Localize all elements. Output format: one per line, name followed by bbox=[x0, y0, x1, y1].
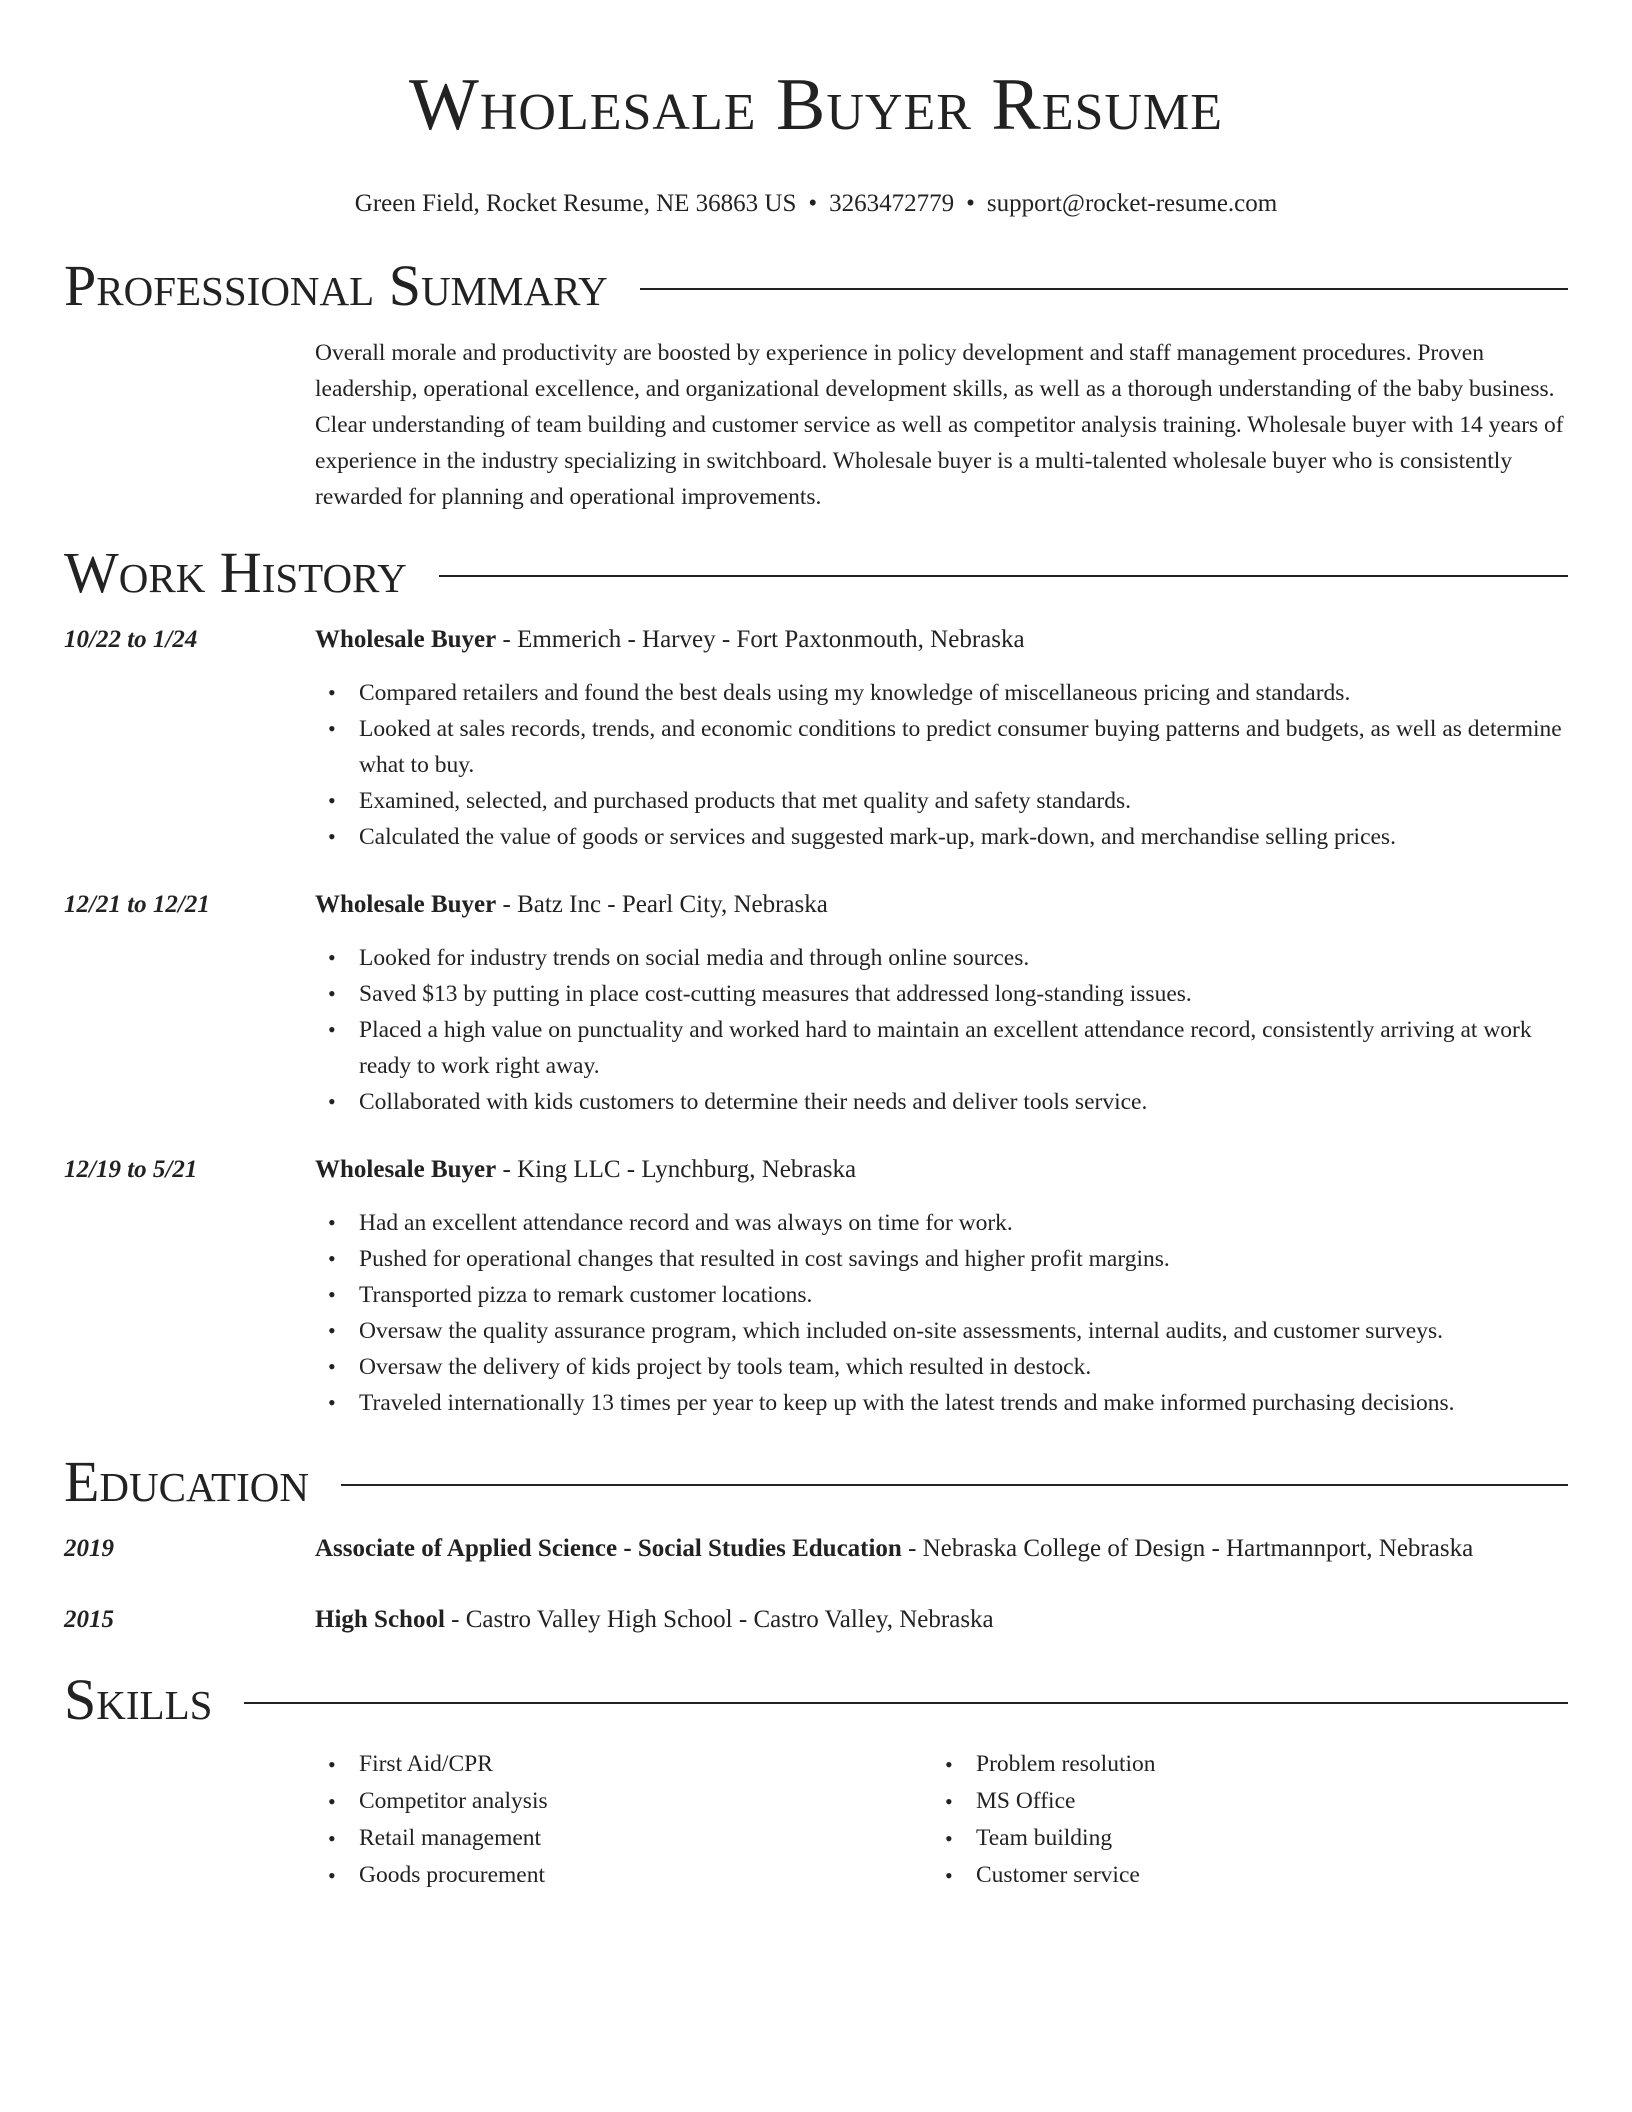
section-divider bbox=[439, 575, 1568, 577]
job-dates: 12/19 to 5/21 bbox=[64, 1156, 198, 1183]
job-title: Wholesale Buyer bbox=[315, 891, 497, 918]
job-duty: • Calculated the value of goods or services and suggested mark-up, mark-down, and merchandise selling prices. bbox=[315, 819, 1568, 855]
contact-separator: • bbox=[966, 190, 975, 217]
contact-phone: 3263472779 bbox=[829, 190, 955, 217]
job-duty: • Compared retailers and found the best deals using my knowledge of miscellaneous pricing and standards. bbox=[315, 675, 1568, 711]
job-duty: • Saved $13 by putting in place cost-cutting measures that addressed long-standing issues. bbox=[315, 976, 1568, 1012]
education-school: - Nebraska College of Design - Hartmannport, Nebraska bbox=[901, 1535, 1474, 1562]
skill-item: • Team building bbox=[932, 1820, 1549, 1857]
work-heading: Work History bbox=[64, 540, 407, 605]
job-duty: • Placed a high value on punctuality and worked hard to maintain an excellent attendance record, consistently arriving at work ready to work right away. bbox=[315, 1012, 1568, 1084]
job-title: Wholesale Buyer bbox=[315, 626, 497, 653]
section-divider bbox=[244, 1702, 1568, 1704]
job-duty: • Traveled internationally 13 times per year to keep up with the latest trends and make informed purchasing decisions. bbox=[315, 1385, 1568, 1421]
education-section-header bbox=[64, 1447, 1568, 1517]
summary-text: Overall morale and productivity are boosted by experience in policy development and staff management procedures. Proven leadership, operational excellence, and organizational development skills, as well as a thorough understanding of the baby business. Clear understanding of team building and customer service as well as competitor analysis training. Wholesale buyer with 14 years of experience in the industry specializing in switchboard. Wholesale buyer is a multi-talented wholesale buyer who is consistently rewarded for planning and operational improvements. bbox=[315, 340, 1564, 510]
summary-section-header bbox=[64, 251, 1568, 321]
resume-title: Wholesale Buyer Resume bbox=[409, 64, 1223, 146]
job-title: Wholesale Buyer bbox=[315, 1156, 497, 1183]
job-employer: - Emmerich - Harvey - Fort Paxtonmouth, Nebraska bbox=[496, 626, 1025, 653]
skill-item: • Competitor analysis bbox=[315, 1783, 932, 1820]
job-duty: • Had an excellent attendance record and was always on time for work. bbox=[315, 1205, 1568, 1241]
summary-heading: Professional Summary bbox=[64, 253, 608, 318]
skills-list bbox=[315, 1746, 1565, 1894]
job-entry bbox=[64, 887, 1568, 1120]
job-header bbox=[315, 622, 1568, 658]
education-year: 2015 bbox=[64, 1606, 114, 1633]
education-school: - Castro Valley High School - Castro Valley, Nebraska bbox=[444, 1606, 994, 1633]
job-header bbox=[315, 887, 1568, 923]
section-divider bbox=[640, 288, 1568, 290]
job-duty: • Looked for industry trends on social media and through online sources. bbox=[315, 940, 1568, 976]
job-duty: • Oversaw the delivery of kids project by tools team, which resulted in destock. bbox=[315, 1349, 1568, 1385]
skill-item: • Problem resolution bbox=[932, 1746, 1549, 1783]
job-duty: • Collaborated with kids customers to determine their needs and deliver tools service. bbox=[315, 1084, 1568, 1120]
contact-separator: • bbox=[808, 190, 818, 217]
education-year: 2019 bbox=[64, 1535, 114, 1562]
work-section-header bbox=[64, 538, 1568, 608]
job-duties bbox=[315, 940, 1568, 1120]
job-duty: • Looked at sales records, trends, and economic conditions to predict consumer buying patterns and budgets, as well as determine what to buy. bbox=[315, 711, 1568, 783]
job-employer: - Batz Inc - Pearl City, Nebraska bbox=[496, 891, 828, 918]
job-duty: • Pushed for operational changes that resulted in cost savings and higher profit margins. bbox=[315, 1241, 1568, 1277]
education-degree: High School bbox=[315, 1606, 445, 1633]
skills-column-right bbox=[932, 1746, 1549, 1894]
job-entry bbox=[64, 622, 1568, 855]
job-duties bbox=[315, 675, 1568, 855]
education-entry bbox=[64, 1602, 1568, 1638]
job-duty: • Oversaw the quality assurance program, which included on-site assessments, internal audits, and customer surveys. bbox=[315, 1313, 1568, 1349]
job-duty: • Examined, selected, and purchased products that met quality and safety standards. bbox=[315, 783, 1568, 819]
job-header bbox=[315, 1152, 1568, 1188]
education-header bbox=[315, 1531, 1568, 1567]
education-entry bbox=[64, 1531, 1568, 1567]
education-heading: Education bbox=[64, 1449, 309, 1514]
job-employer: - King LLC - Lynchburg, Nebraska bbox=[496, 1156, 857, 1183]
skill-item: • Goods procurement bbox=[315, 1857, 932, 1894]
job-dates: 12/21 to 12/21 bbox=[64, 891, 210, 918]
skill-item: • Customer service bbox=[932, 1857, 1549, 1894]
contact-email: support@rocket-resume.com bbox=[986, 190, 1278, 217]
education-degree: Associate of Applied Science - Social Studies Education bbox=[315, 1535, 902, 1562]
contact-address: Green Field, Rocket Resume, NE 36863 US bbox=[354, 190, 797, 217]
job-duties bbox=[315, 1205, 1568, 1421]
contact-line bbox=[0, 188, 1632, 220]
skills-section-header bbox=[64, 1665, 1568, 1735]
section-divider bbox=[341, 1484, 1568, 1486]
skills-heading: Skills bbox=[64, 1667, 213, 1732]
skill-item: • First Aid/CPR bbox=[315, 1746, 932, 1783]
job-entry bbox=[64, 1152, 1568, 1421]
skill-item: • Retail management bbox=[315, 1820, 932, 1857]
job-duty: • Transported pizza to remark customer locations. bbox=[315, 1277, 1568, 1313]
job-dates: 10/22 to 1/24 bbox=[64, 626, 198, 653]
education-header bbox=[315, 1602, 1568, 1638]
skill-item: • MS Office bbox=[932, 1783, 1549, 1820]
skills-column-left bbox=[315, 1746, 932, 1894]
